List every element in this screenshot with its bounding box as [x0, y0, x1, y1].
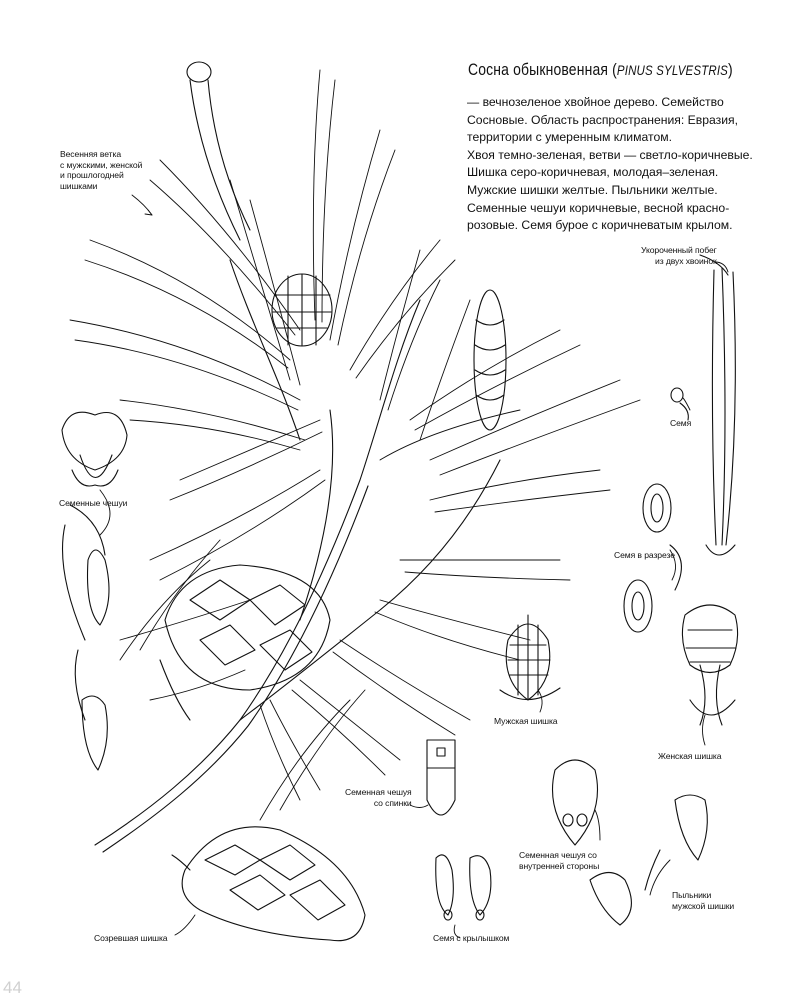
label-male-cone: Мужская шишка [494, 716, 558, 726]
label-short-shoot: Укороченный побег из двух хвоинок [641, 245, 717, 266]
scale-inner-drawing [553, 760, 598, 845]
description-line: — вечнозеленое хвойное дерево. Семейство [467, 95, 724, 109]
page-number: 44 [3, 978, 22, 997]
description-line: Шишка серо-коричневая, молодая–зеленая. [467, 165, 719, 180]
label-seed: Семя [670, 418, 692, 428]
seed-drawing [671, 388, 688, 420]
label-seed-section: Семя в разрезе [614, 550, 675, 560]
female-cone-drawing [682, 605, 737, 725]
winged-seeds-drawing [436, 855, 491, 920]
main-branch [95, 260, 500, 852]
species-description [467, 94, 797, 235]
seed-scales-drawing [62, 412, 127, 770]
scale-back-drawing [427, 740, 455, 815]
label-scale-back: Семенная чешуя со спинки [345, 787, 412, 808]
label-ripe-cone: Созревшая шишка [94, 933, 168, 943]
label-scale-inner: Семенная чешуя со внутренней стороны [519, 850, 600, 871]
branch-male-cones [187, 62, 506, 430]
description-line: розовые. Семя бурое с коричневатым крылом. [467, 218, 733, 233]
branch-old-cone [160, 565, 330, 720]
description-line: Семенные чешуи коричневые, весной красно- [467, 200, 730, 215]
latin-name: PINUS SYLVESTRIS [616, 62, 729, 78]
label-anthers: Пыльники мужской шишки [672, 890, 735, 911]
label-seed-scales: Семенные чешуи [59, 498, 128, 508]
page-title: Сосна обыкновенная (PINUS SYLVESTRIS) [468, 60, 733, 79]
label-female-cone: Женская шишка [658, 751, 722, 761]
branch-young-cone [272, 274, 332, 346]
description-line: территории с умеренным климатом. [467, 130, 672, 145]
short-shoot-drawing [700, 255, 735, 555]
description-line: Хвоя темно-зеленая, ветви — светло-коричневые. [467, 147, 753, 162]
label-winged-seed: Семя с крылышком [433, 933, 510, 943]
description-line: Сосновые. Область распространения: Евразия, [467, 112, 739, 127]
ripe-cone-drawing [172, 827, 365, 941]
label-spring-branch: Весенняя ветка с мужскими, женской и прошлогодней шишками [60, 149, 143, 191]
description-line: Мужские шишки желтые. Пыльники желтые. [467, 182, 718, 197]
